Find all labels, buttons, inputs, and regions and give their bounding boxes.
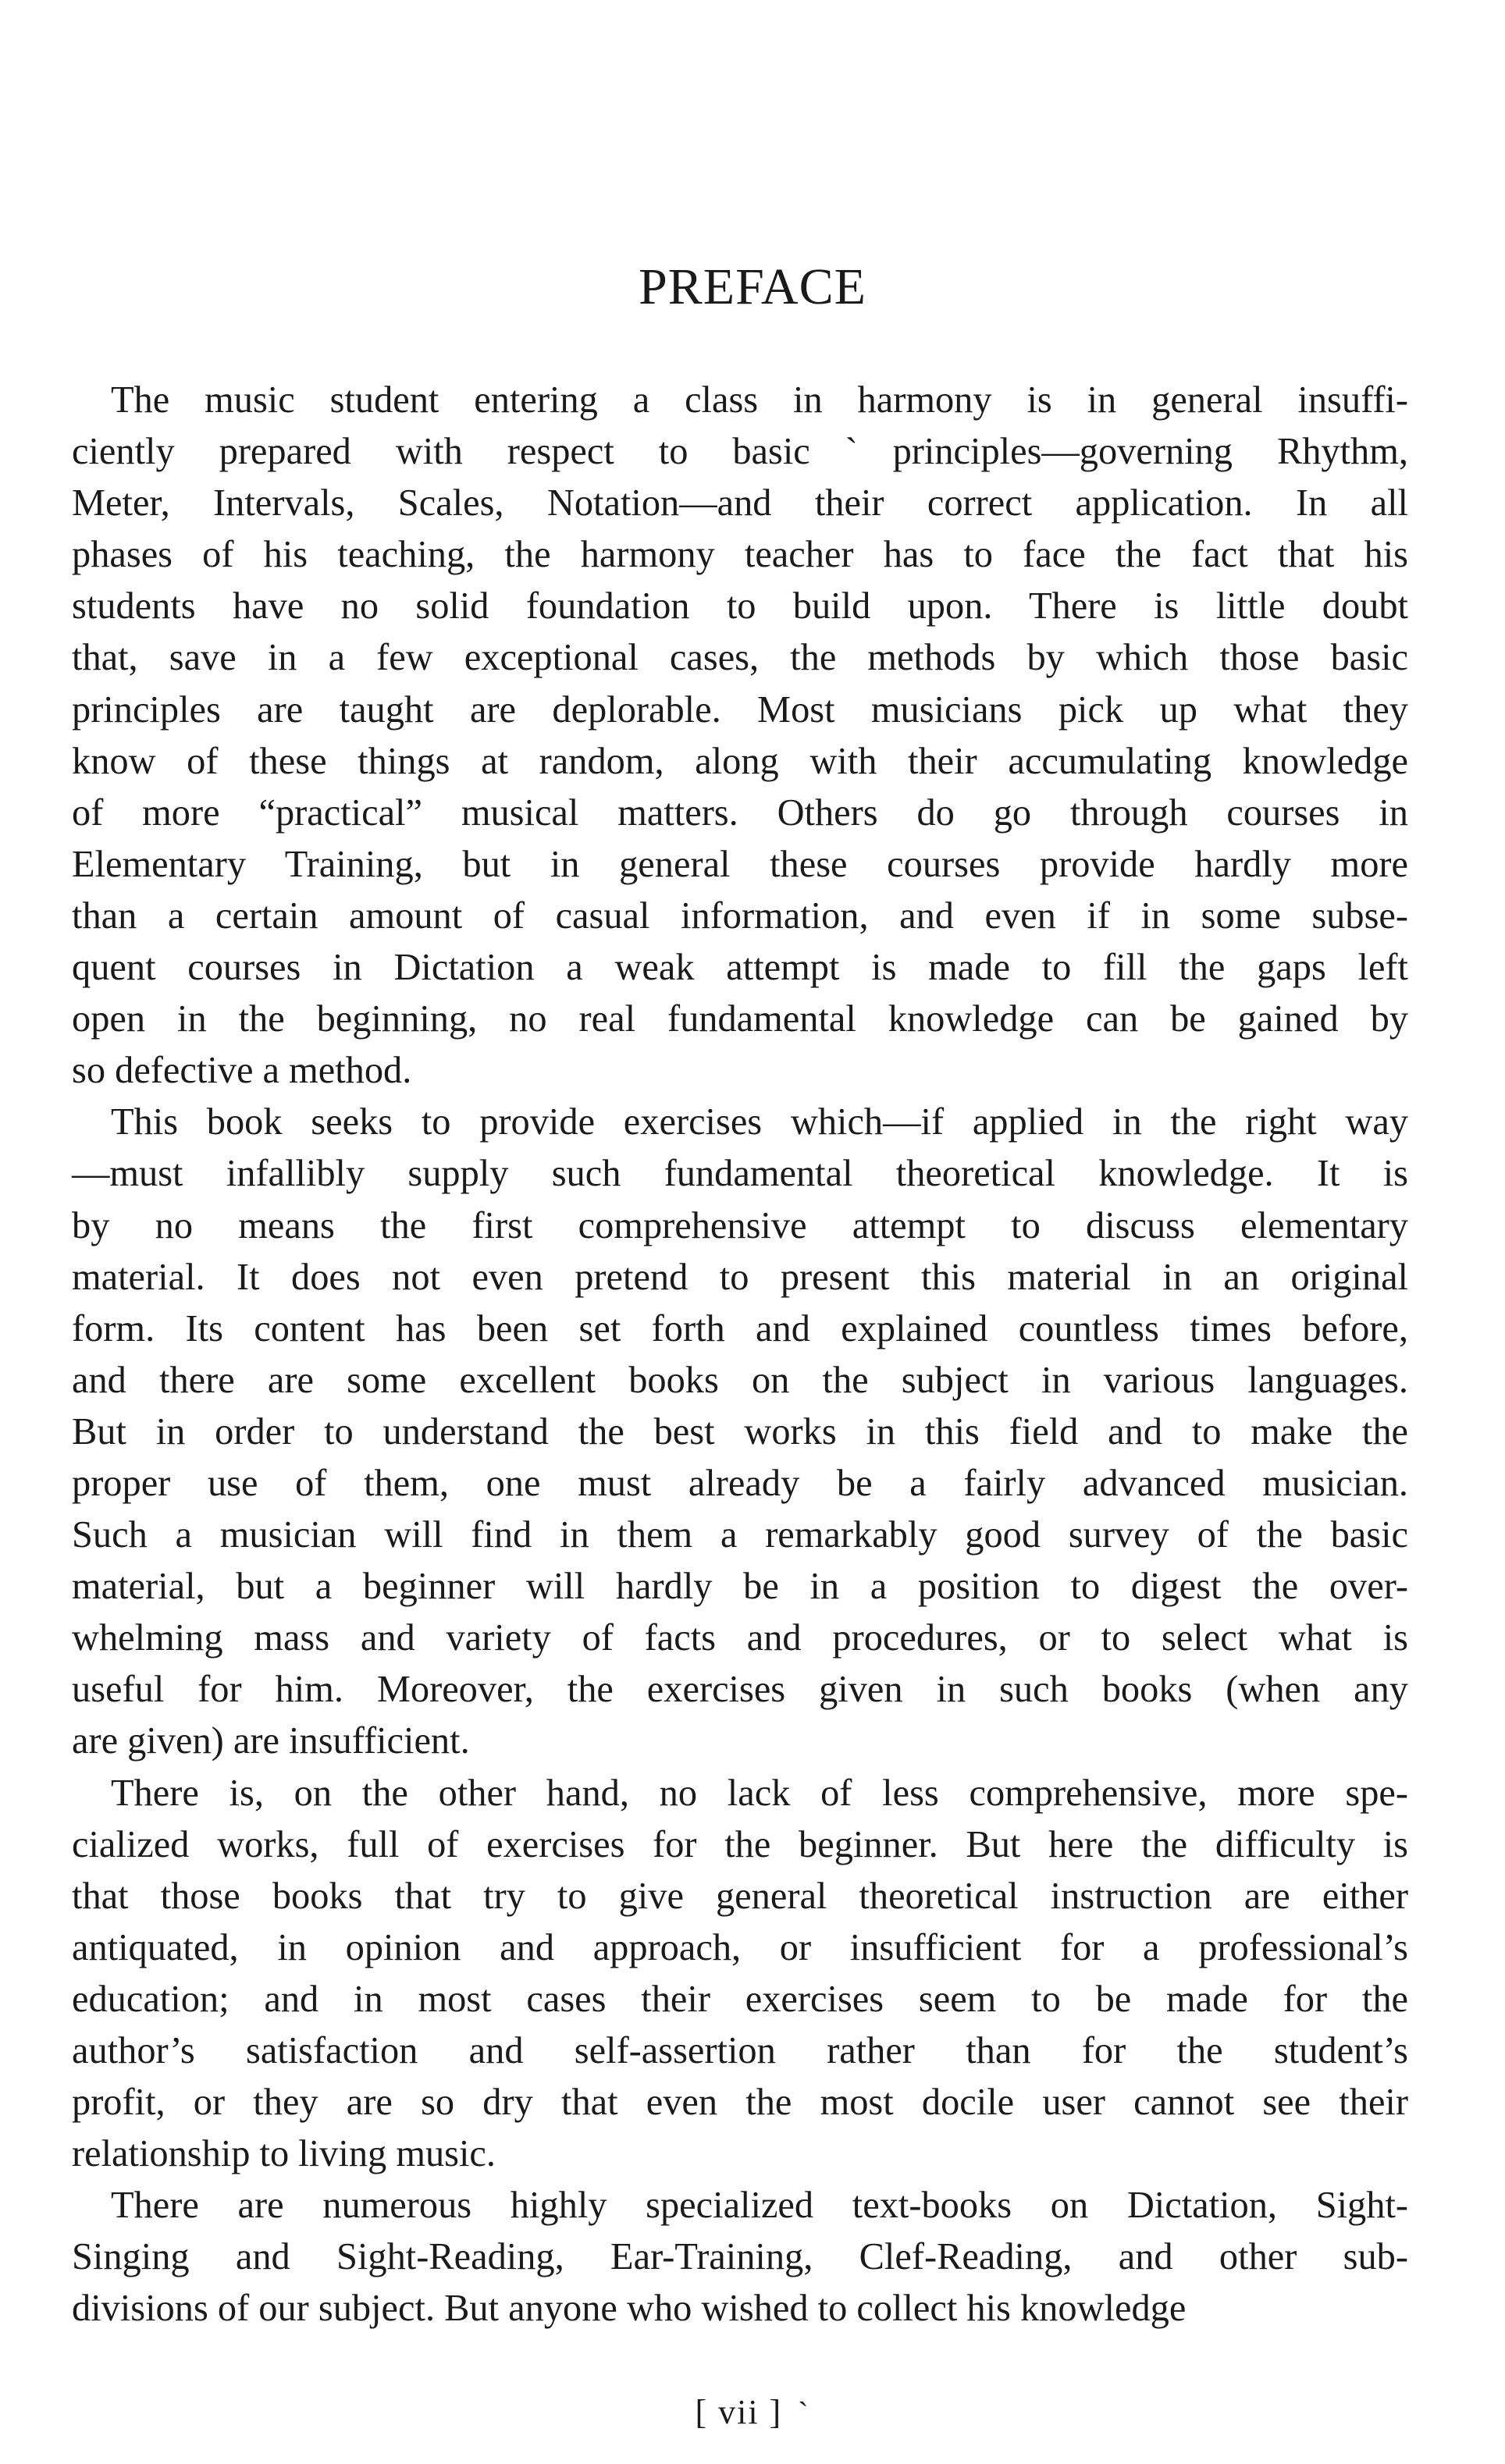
text-line: and there are some excellent books on the subject in various languages. — [72, 1359, 1408, 1401]
text-line: proper use of them, one must already be a fairly advanced musician. — [72, 1462, 1408, 1504]
text-line: that those books that try to give general theoretical instruction are either — [72, 1875, 1408, 1917]
text-line: The music student entering a class in harmony is in general insuffi- — [111, 379, 1408, 421]
text-line: than a certain amount of casual information, and even if in some subse- — [72, 894, 1408, 937]
text-line: useful for him. Moreover, the exercises given in such books (when any — [72, 1669, 1408, 1711]
preface-body — [72, 375, 1408, 2335]
text-line: principles are taught are deplorable. Most musicians pick up what they — [72, 688, 1408, 731]
text-line: education; and in most cases their exercises seem to be made for the — [72, 1978, 1408, 2020]
text-line: material. It does not even pretend to present this material in an original — [72, 1256, 1408, 1298]
text-line: open in the beginning, no real fundamental knowledge can be gained by — [72, 998, 1408, 1040]
page-number-mark: ` — [798, 2395, 810, 2430]
text-line: quent courses in Dictation a weak attempt is made to fill the gaps left — [72, 947, 1408, 989]
text-line: students have no solid foundation to build upon. There is little doubt — [72, 585, 1408, 628]
text-line: of more “practical” musical matters. Others do go through courses in — [72, 791, 1408, 834]
page-title: PREFACE — [639, 258, 866, 315]
text-line: form. Its content has been set forth and explained countless times before, — [72, 1307, 1408, 1349]
text-line: author’s satisfaction and self-assertion rather than for the student’s — [72, 2030, 1408, 2071]
text-line: This book seeks to provide exercises which—if applied in the right way — [111, 1101, 1408, 1143]
text-line: ciently prepared with respect to basicˋprinciples—governing Rhythm, — [72, 431, 1408, 473]
text-line: cialized works, full of exercises for the beginner. But here the difficulty is — [72, 1823, 1408, 1865]
text-line: Such a musician will find in them a remarkably good survey of the basic — [72, 1514, 1408, 1556]
text-line: material, but a beginner will hardly be in a position to digest the over- — [72, 1566, 1408, 1608]
text-line: There are numerous highly specialized text-books on Dictation, Sight- — [111, 2185, 1408, 2227]
text-line: by no means the first comprehensive attempt to discuss elementary — [72, 1204, 1408, 1246]
text-line: know of these things at random, along with their accumulating knowledge — [72, 740, 1408, 782]
text-line: antiquated, in opinion and approach, or insufficient for a professional’s — [72, 1926, 1408, 1968]
text-line: relationship to living music. — [72, 2133, 496, 2175]
text-line: profit, or they are so dry that even the most docile user cannot see their — [72, 2082, 1408, 2124]
paragraph-1 — [72, 375, 1408, 1097]
paragraph-3 — [72, 1768, 1408, 2181]
page-number — [0, 2392, 1505, 2432]
text-line: so defective a method. — [72, 1050, 412, 1092]
page-number-text: [ vii ] — [695, 2393, 783, 2431]
text-line: But in order to understand the best works in this field and to make the — [72, 1410, 1408, 1452]
text-line: Elementary Training, but in general these courses provide hardly more — [72, 843, 1408, 885]
text-line: that, save in a few exceptional cases, the methods by which those basic — [72, 637, 1408, 679]
text-line: are given) are insufficient. — [72, 1720, 470, 1762]
text-line: There is, on the other hand, no lack of less comprehensive, more spe- — [111, 1772, 1408, 1814]
text-line: —must infallibly supply such fundamental theoretical knowledge. It is — [72, 1153, 1408, 1195]
text-line: Meter, Intervals, Scales, Notation—and their correct application. In all — [72, 482, 1408, 524]
paragraph-2 — [72, 1097, 1408, 1767]
text-line: phases of his teaching, the harmony teacher has to face the fact that his — [72, 534, 1408, 576]
text-line: whelming mass and variety of facts and procedures, or to select what is — [72, 1617, 1408, 1659]
text-line: Singing and Sight-Reading, Ear-Training, Clef-Reading, and other sub- — [72, 2236, 1408, 2278]
paragraph-4 — [72, 2180, 1408, 2334]
text-line: divisions of our subject. But anyone who wished to collect his knowledge — [72, 2288, 1187, 2330]
